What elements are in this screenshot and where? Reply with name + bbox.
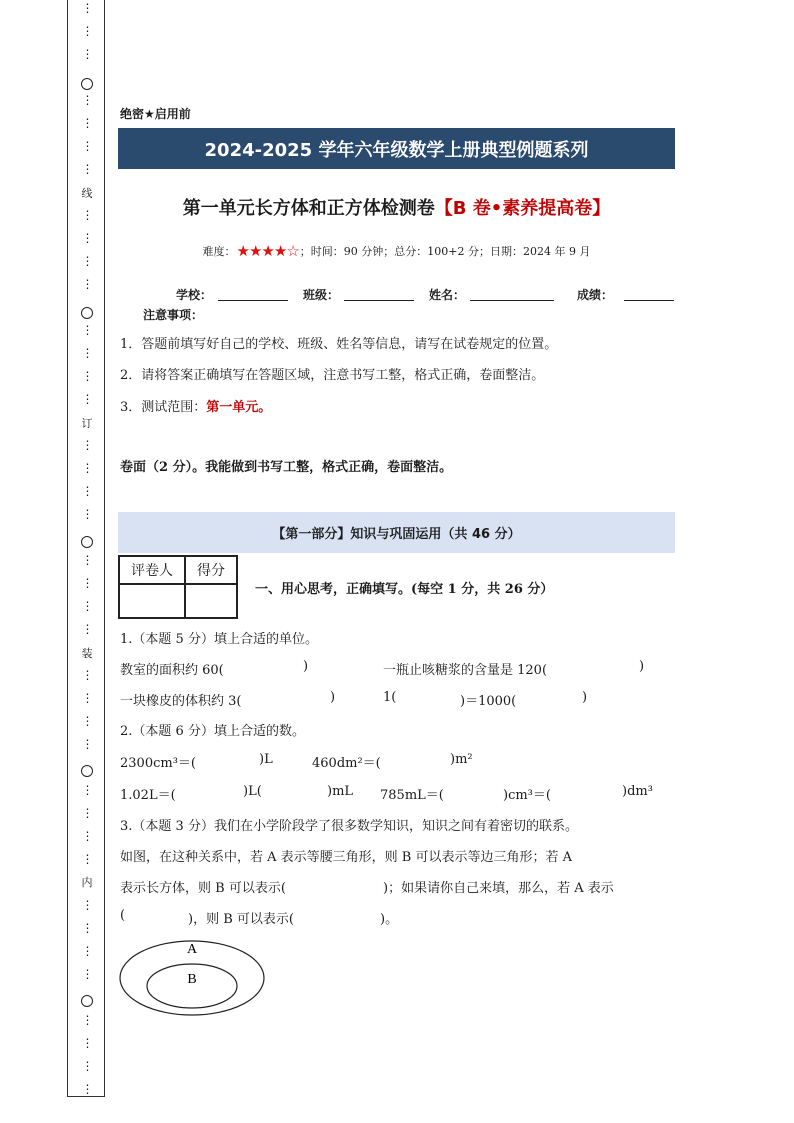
star-filled-icon: ★ xyxy=(261,242,274,260)
binding-circle-icon xyxy=(81,307,93,319)
binding-dots: ⋮ xyxy=(81,323,93,337)
q2b-unit: )m² xyxy=(450,752,473,767)
binding-dots: ⋮ xyxy=(81,806,93,820)
binding-dots: ⋮ xyxy=(81,691,93,705)
binding-dots: ⋮ xyxy=(81,24,93,38)
q2c-text: 1.02L＝( xyxy=(120,788,176,803)
note-1: 1．答题前填写好自己的学校、班级、姓名等信息，请写在试卷规定的位置。 xyxy=(120,337,558,352)
binding-dots: ⋮ xyxy=(81,1036,93,1050)
binding-dots: ⋮ xyxy=(81,1013,93,1027)
q1d-text: 1( xyxy=(383,690,397,705)
binding-dots: ⋮ xyxy=(81,346,93,360)
binding-circle-icon xyxy=(81,78,93,90)
binding-dots: ⋮ xyxy=(81,668,93,682)
q1a-text: 教室的面积约 60( xyxy=(120,663,224,678)
question-2-stem: 2.（本题 6 分）填上合适的数。 xyxy=(120,724,305,739)
q1c-text: 一块橡皮的体积约 3( xyxy=(120,694,242,709)
school-label: 学校： xyxy=(176,288,213,302)
class-label: 班级： xyxy=(303,288,340,302)
class-field[interactable] xyxy=(344,300,414,301)
binding-dots: ⋮ xyxy=(81,622,93,636)
binding-dots: ⋮ xyxy=(81,116,93,130)
binding-dots: ⋮ xyxy=(81,737,93,751)
set-b-label: B xyxy=(187,972,197,987)
binding-dots: ⋮ xyxy=(81,484,93,498)
binding-char: 装 xyxy=(81,647,93,660)
exam-meta-details: ；时间：90 分钟；总分：100+2 分；日期：2024 年 9 月 xyxy=(299,245,591,258)
binding-dots: ⋮ xyxy=(81,921,93,935)
score-label: 成绩： xyxy=(577,288,614,302)
binding-dots: ⋮ xyxy=(81,944,93,958)
binding-dots: ⋮ xyxy=(81,438,93,452)
question-3-line-3-end: )；如果请你自己来填，那么，若 A 表示 xyxy=(383,881,614,896)
binding-circle-icon xyxy=(81,536,93,548)
binding-circle-icon xyxy=(81,765,93,777)
binding-dots: ⋮ xyxy=(81,47,93,61)
question-3-line-2: 如图，在这种关系中，若 A 表示等腰三角形，则 B 可以表示等边三角形；若 A xyxy=(120,850,572,865)
score-field[interactable] xyxy=(624,300,674,301)
binding-dots: ⋮ xyxy=(81,277,93,291)
difficulty-label: 难度： xyxy=(202,245,236,258)
binding-dots: ⋮ xyxy=(81,829,93,843)
q1b-blank-close: ) xyxy=(639,659,645,674)
star-filled-icon: ★ xyxy=(248,242,262,260)
q2c-mid: )L( xyxy=(243,784,262,799)
section-one-heading: 一、用心思考，正确填写。(每空 1 分，共 26 分） xyxy=(255,582,554,597)
binding-dots: ⋮ xyxy=(81,852,93,866)
binding-dots: ⋮ xyxy=(81,1059,93,1073)
question-3-line-4-open: ( xyxy=(120,908,126,923)
binding-char: 内 xyxy=(81,876,93,889)
binding-circle-icon xyxy=(81,995,93,1007)
binding-dots: ⋮ xyxy=(81,898,93,912)
q2d-unit: )dm³ xyxy=(622,784,653,799)
binding-dots: ⋮ xyxy=(81,783,93,797)
exam-title-tag: 【B 卷•素养提高卷】 xyxy=(434,198,611,219)
q1c-blank-close: ) xyxy=(330,690,336,705)
binding-dots: ⋮ xyxy=(81,254,93,268)
note-3-scope: 第一单元。 xyxy=(206,400,272,415)
q2c-unit: )mL xyxy=(327,784,354,799)
question-1-stem: 1.（本题 5 分）填上合适的单位。 xyxy=(120,632,318,647)
star-empty-icon: ☆ xyxy=(286,242,299,260)
notes-heading: 注意事项： xyxy=(143,308,204,322)
part-one-header: 【第一部分】知识与巩固运用（共 46 分） xyxy=(118,512,675,553)
q1a-blank-close: ) xyxy=(303,659,309,674)
q2d-text: 785mL＝( xyxy=(380,788,444,803)
binding-dots: ⋮ xyxy=(81,967,93,981)
binding-dots: ⋮ xyxy=(81,1082,93,1096)
neatness-statement: 卷面（2 分）。我能做到书写工整，格式正确，卷面整洁。 xyxy=(120,460,453,475)
grader-header: 评卷人 xyxy=(119,556,185,584)
question-3-line-1: 3.（本题 3 分）我们在小学阶段学了很多数学知识，知识之间有着密切的联系。 xyxy=(120,819,578,834)
grader-cell[interactable] xyxy=(119,584,185,618)
binding-dots: ⋮ xyxy=(81,139,93,153)
score-cell[interactable] xyxy=(185,584,237,618)
q2a-unit: )L xyxy=(259,752,273,767)
series-banner: 2024-2025 学年六年级数学上册典型例题系列 xyxy=(118,128,675,169)
star-filled-icon: ★ xyxy=(236,242,249,260)
binding-dots: ⋮ xyxy=(81,576,93,590)
binding-dots: ⋮ xyxy=(81,93,93,107)
binding-dots: ⋮ xyxy=(81,369,93,383)
binding-dots: ⋮ xyxy=(81,714,93,728)
binding-dots: ⋮ xyxy=(81,162,93,176)
note-3 xyxy=(120,396,271,415)
school-field[interactable] xyxy=(218,300,288,301)
exam-meta xyxy=(118,242,675,260)
binding-column xyxy=(78,0,96,1097)
binding-char: 订 xyxy=(81,417,93,430)
question-3-line-4-mid: )，则 B 可以表示( xyxy=(188,912,294,927)
set-a-label: A xyxy=(186,942,198,957)
score-header: 得分 xyxy=(185,556,237,584)
exam-title xyxy=(118,194,675,220)
grader-table xyxy=(118,555,238,619)
binding-dots: ⋮ xyxy=(81,392,93,406)
difficulty-stars xyxy=(237,242,299,260)
binding-dots: ⋮ xyxy=(81,507,93,521)
note-2: 2．请将答案正确填写在答题区域，注意书写工整，格式正确，卷面整洁。 xyxy=(120,368,545,383)
question-3-line-3: 表示长方体，则 B 可以表示( xyxy=(120,881,286,896)
binding-dots: ⋮ xyxy=(81,231,93,245)
binding-char: 线 xyxy=(81,187,93,200)
q2d-mid: )cm³＝( xyxy=(503,788,551,803)
binding-dots: ⋮ xyxy=(81,1,93,15)
name-label: 姓名： xyxy=(429,288,466,302)
name-field[interactable] xyxy=(470,300,554,301)
binding-dots: ⋮ xyxy=(81,553,93,567)
binding-dots: ⋮ xyxy=(81,599,93,613)
exam-title-main: 第一单元长方体和正方体检测卷 xyxy=(182,198,435,219)
binding-dots: ⋮ xyxy=(81,208,93,222)
q1d-blank-close: ) xyxy=(582,690,588,705)
q1d-mid: )＝1000( xyxy=(460,694,517,709)
note-3-prefix: 3．测试范围： xyxy=(120,400,207,415)
confidential-label: 绝密★启用前 xyxy=(120,107,191,121)
star-filled-icon: ★ xyxy=(273,242,287,260)
q2b-text: 460dm²＝( xyxy=(312,756,381,771)
q1b-text: 一瓶止咳糖浆的含量是 120( xyxy=(383,663,548,678)
question-3-line-4-end: )。 xyxy=(380,912,399,927)
binding-dots: ⋮ xyxy=(81,461,93,475)
q2a-text: 2300cm³＝( xyxy=(120,756,196,771)
nested-set-diagram xyxy=(118,938,268,1018)
